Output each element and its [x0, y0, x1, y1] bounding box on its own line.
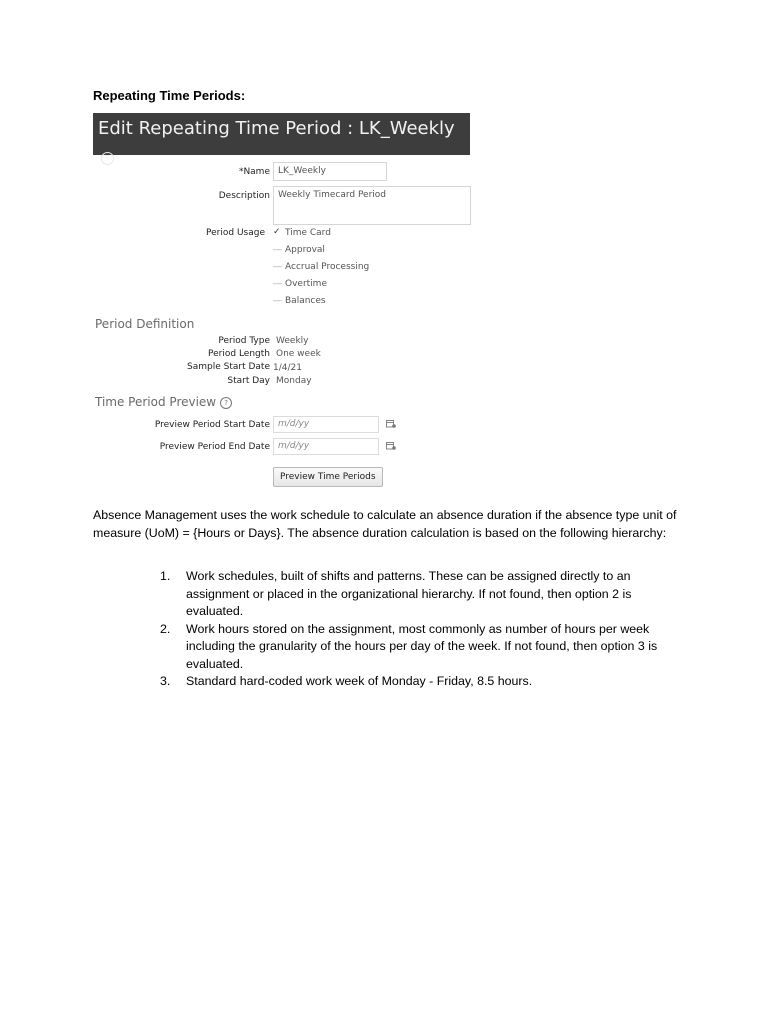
preview-help-icon[interactable]: ? [220, 397, 232, 409]
list-item [160, 568, 680, 621]
start-day-value: Monday [276, 376, 312, 386]
period-type-label: Period Type [218, 336, 270, 346]
period-length-label: Period Length [208, 349, 270, 359]
time-period-preview-label: Time Period Preview [95, 395, 217, 409]
list-item-text: Standard hard-coded work week of Monday - Friday, 8.5 hours. [186, 674, 533, 688]
sample-start-date-value: 1/4/21 [273, 363, 302, 373]
preview-start-date-label: Preview Period Start Date [154, 420, 270, 430]
preview-end-date-label: Preview Period End Date [159, 442, 270, 452]
unchecked-box-icon[interactable]: __ [273, 258, 282, 268]
period-usage-option-label: Time Card [285, 228, 331, 238]
list-item-number: 3. [160, 674, 171, 688]
description-input[interactable]: Weekly Timecard Period [273, 186, 471, 225]
period-usage-option-label: Overtime [285, 279, 327, 289]
list-item [160, 621, 680, 674]
edit-period-titlebar [93, 113, 470, 163]
period-usage-label: Period Usage [206, 228, 265, 238]
unchecked-box-icon[interactable]: __ [273, 275, 282, 285]
period-usage-option-label: Approval [285, 245, 325, 255]
sample-start-date-label: Sample Start Date [187, 362, 270, 372]
checkmark-icon[interactable]: ✓ [273, 227, 281, 237]
name-label: *Name [238, 167, 270, 177]
list-item-text: Work hours stored on the assignment, most commonly as number of hours per week including the granularity of the hours per day of the week. If not found, then option 3 is evaluated. [186, 621, 658, 671]
preview-time-periods-button[interactable]: Preview Time Periods [273, 467, 383, 487]
calendar-icon[interactable] [386, 441, 396, 450]
calendar-icon[interactable] [386, 419, 396, 428]
list-item-number: 1. [160, 569, 171, 583]
list-item-text: Work schedules, built of shifts and patterns. These can be assigned directly to an assignment or placed in the organizational hierarchy. If not found, then option 2 is evaluated. [186, 569, 632, 618]
absence-paragraph: Absence Management uses the work schedule to calculate an absence duration if the absence type unit of measure (UoM) = {Hours or Days}. The absence duration calculation is based on the following hierarchy: [93, 508, 677, 540]
preview-end-date-input[interactable]: m/d/yy [273, 438, 379, 455]
unchecked-box-icon[interactable]: __ [273, 292, 282, 302]
document-heading: Repeating Time Periods: [93, 88, 246, 103]
list-item-number: 2. [160, 621, 171, 636]
embedded-screenshot [93, 113, 471, 493]
time-period-preview-title [95, 395, 232, 409]
preview-start-date-input[interactable]: m/d/yy [273, 416, 379, 433]
period-usage-option-label: Accrual Processing [285, 262, 370, 272]
list-item [160, 673, 680, 691]
start-day-label: Start Day [227, 376, 270, 386]
name-input[interactable]: LK_Weekly [273, 162, 387, 181]
help-icon[interactable]: ? [101, 152, 114, 165]
period-length-value: One week [276, 349, 321, 359]
period-type-value: Weekly [276, 336, 309, 346]
description-label: Description [218, 191, 270, 201]
unchecked-box-icon[interactable]: __ [273, 241, 282, 251]
edit-period-title: Edit Repeating Time Period : LK_Weekly [98, 118, 455, 139]
hierarchy-list [160, 568, 680, 691]
period-definition-title: Period Definition [95, 317, 195, 331]
period-usage-option-label: Balances [285, 296, 326, 306]
